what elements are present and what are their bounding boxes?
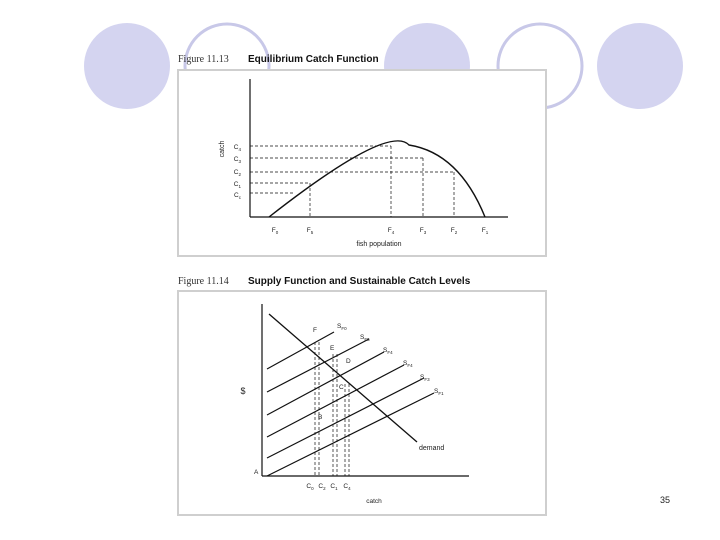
fig2-supply-f4b [267, 365, 404, 437]
fig2-xtick-c2: $C_2$ [318, 483, 326, 491]
fig2-supply-f3 [267, 378, 424, 458]
fig2-x-axis-label: catch [366, 498, 382, 505]
fig1-xtick-f3: $F_3$ [419, 227, 427, 235]
fig2-demand-line [269, 314, 417, 442]
figure-2-frame [177, 290, 547, 516]
deco-circle-5 [597, 23, 683, 109]
fig2-point-a: A [254, 469, 259, 476]
fig2-x-tick-labels [306, 483, 351, 491]
fig2-label-sf4b: $S_{F4}$ [403, 360, 413, 368]
fig1-ytick-c1: $C_1$ [233, 181, 241, 189]
fig1-ytick-c2: $C_2$ [233, 169, 241, 177]
fig1-xtick-f5: $F_5$ [306, 227, 314, 235]
fig1-xtick-f4: $F_4$ [387, 227, 395, 235]
fig2-label-sf4a: $S_{F4}$ [383, 347, 393, 355]
fig1-x-tick-labels [272, 227, 489, 235]
fig2-label-sf5: $S_{F5}$ [360, 334, 370, 342]
fig1-ytick-c4: $C_4$ [233, 144, 241, 152]
fig2-label-sf0: $S_{F0}$ [337, 323, 347, 331]
fig2-demand-label: demand [419, 445, 445, 452]
fig2-label-sf1: $S_{F1}$ [434, 388, 444, 396]
page-number: 35 [660, 495, 671, 505]
figure-1-title: Equilibrium Catch Function [248, 54, 379, 65]
fig1-catch-curve [269, 141, 485, 217]
fig2-supply-f5 [267, 339, 369, 392]
fig1-ytick-cc: $C_c$ [234, 192, 241, 200]
fig2-point-e: E [330, 345, 335, 352]
fig2-point-b: B [318, 414, 323, 421]
equilibrium-catch-diagram [179, 71, 545, 255]
supply-catch-diagram [179, 292, 545, 514]
fig1-x-axis-label: fish population [356, 241, 402, 248]
fig1-ytick-c3: $C_3$ [233, 156, 241, 164]
fig1-xtick-f2: $F_2$ [450, 227, 458, 235]
fig2-xtick-c1: $C_1$ [330, 483, 338, 491]
figure-1-frame [177, 69, 547, 257]
fig2-point-c: C [339, 384, 344, 391]
fig1-y-tick-labels [234, 144, 242, 200]
fig1-xtick-f1: $F_1$ [481, 227, 489, 235]
fig2-point-d: D [346, 358, 351, 365]
fig2-y-axis-label: $ [240, 386, 246, 396]
deco-circle-1 [84, 23, 170, 109]
fig2-supply-f0 [267, 332, 334, 369]
fig1-dashed-guides [250, 146, 454, 217]
fig1-y-axis-label: catch [219, 140, 226, 158]
fig2-xtick-c4: $C_4$ [343, 483, 351, 491]
fig2-supply-lines [267, 332, 434, 476]
figure-1-caption: Figure 11.13 [178, 54, 229, 65]
fig2-xtick-c0: $C_0$ [306, 483, 314, 491]
fig2-point-f: F [313, 327, 317, 334]
figure-2-caption: Figure 11.14 [178, 276, 229, 287]
figure-2-title: Supply Function and Sustainable Catch Levels [248, 276, 471, 287]
fig2-supply-labels [337, 323, 444, 396]
fig2-label-sf3: $S_{F3}$ [420, 374, 430, 382]
fig1-xtick-f0: $F_0$ [271, 227, 279, 235]
